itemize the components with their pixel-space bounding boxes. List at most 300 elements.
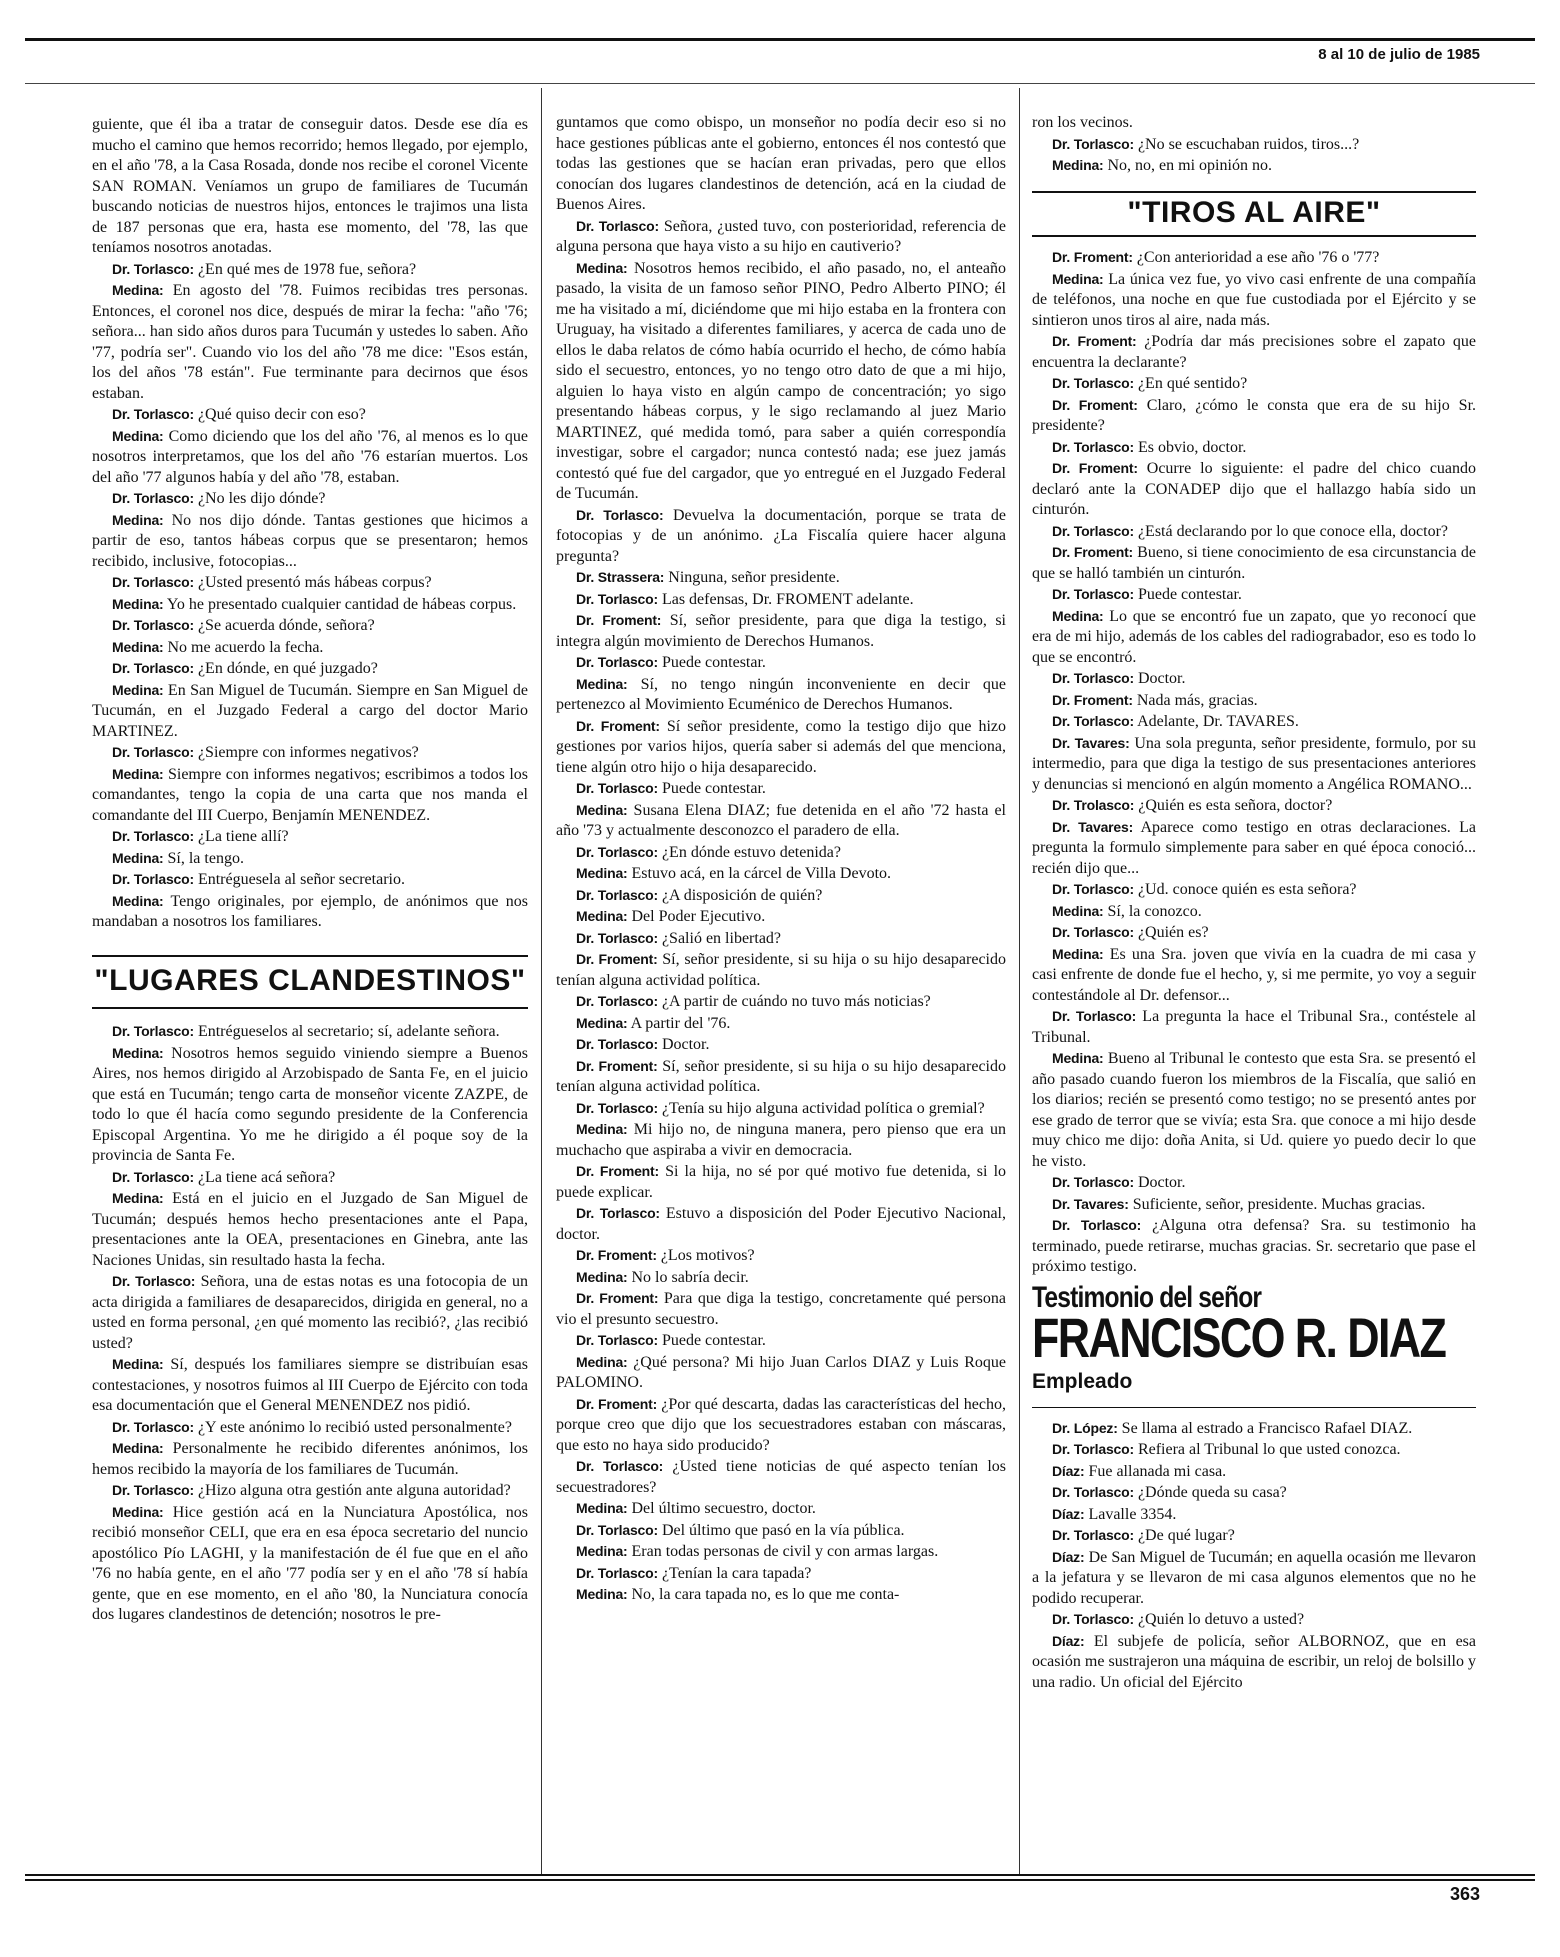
speech-text: Señora, ¿usted tuvo, con posterioridad, referencia de alguna persona que haya visto a su hijo en cautiverio? [556,217,1007,255]
transcript-paragraph [556,885,1006,907]
speech-text: ¿Quién es? [1137,924,1209,941]
speaker-label: Medina: [576,801,628,818]
speech-text: Siempre con informes negativos; escribimos a todos los comandantes, tengo la copia de una carta que nos manda el comandante del III Cuerpo, Benjamín MENENDEZ. [92,765,529,824]
speech-text: Doctor. [1137,1174,1186,1191]
speaker-label: Díaz: [1052,1548,1085,1565]
speaker-label: Dr. Froment: [576,1163,659,1179]
section-headline-tiros: "TIROS AL AIRE" [1127,195,1381,229]
transcript-paragraph [1032,690,1476,712]
speech-text: ron los vecinos. [1032,114,1133,131]
transcript-paragraph [92,658,528,680]
speech-text: Puede contestar. [661,1332,766,1349]
speaker-label: Dr. Torlasco: [1052,713,1134,729]
speaker-label: Dr. Torlasco: [112,1023,194,1039]
speaker-label: Medina: [1052,157,1104,173]
transcript-paragraph [556,1330,1006,1352]
transcript-paragraph [1032,733,1476,796]
transcript-paragraph [556,610,1006,652]
transcript-paragraph [1032,1631,1476,1694]
transcript-paragraph [92,742,528,764]
speech-text: En agosto del '78. Fuimos recibidas tres personas. Entonces, el coronel nos dice, después de mirar la fecha: "año '76; señora... han sido años duros para Tucumán y ustedes lo saben. Año '77, podría ser". Cuando vio los del año '78 me dice: "Esos están, los del años '78 están". Fue terminante para decirnos que ésos estaban. [92,282,529,402]
transcript-paragraph [1032,1547,1476,1610]
transcript-paragraph [92,510,528,573]
speaker-label: Dr. Torlasco: [576,886,658,903]
transcript-paragraph [1032,1461,1476,1483]
speaker-label: Dr. Tavares: [1052,818,1134,835]
speech-text: De San Miguel de Tucumán; en aquella ocasión me llevaron a la jefatura y se llevaron de mi casa algunos elementos que no he podido recuperar. [1032,1548,1476,1607]
speech-text: ¿Quién lo detuvo a usted? [1137,1611,1305,1628]
footer-rule [25,1879,1535,1881]
transcript-paragraph [1032,395,1476,437]
speech-text: Del Poder Ejecutivo. [631,908,766,925]
footer-rule [25,1874,1535,1876]
speech-text: Las defensas, Dr. FROMENT adelante. [661,590,914,608]
speaker-label: Dr. Torlasco: [1052,375,1134,391]
speaker-label: Dr. Torlasco: [576,1205,660,1221]
testimony-rule [1032,1407,1476,1408]
speech-text: ¿De qué lugar? [1137,1527,1235,1544]
speech-text: Doctor. [1137,670,1186,687]
speech-text: Se llama al estrado a Francisco Rafael DIAZ. [1121,1419,1413,1437]
transcript-paragraph [556,991,1006,1013]
transcript-paragraph [92,426,528,489]
speech-text: Eran todas personas de civil y con armas largas. [631,1543,939,1560]
speaker-label: Díaz: [1052,1632,1085,1649]
column-divider [1019,88,1020,1876]
speech-text: ¿En qué sentido? [1137,375,1248,392]
transcript-paragraph [92,1043,528,1167]
transcript-paragraph [1032,1504,1476,1526]
speech-text: Sí, la conozco. [1107,902,1202,920]
speech-text: Es obvio, doctor. [1137,438,1247,456]
speaker-label: Dr. Torlasco: [1052,522,1134,539]
transcript-paragraph [92,572,528,594]
speaker-label: Dr. Torlasco: [1052,1008,1137,1024]
speech-text: Bueno, si tiene conocimiento de esa circunstancia de que se halló también un cinturón. [1032,544,1477,582]
testimony-name: FRANCISCO R. DIAZ [1032,1306,1446,1369]
transcript-paragraph [92,826,528,848]
transcript-paragraph [1032,155,1476,177]
transcript-paragraph [556,674,1006,716]
speaker-label: Medina: [112,765,164,782]
speech-text: ¿Usted presentó más hábeas corpus? [197,574,432,591]
speaker-label: Dr. Torlasco: [1052,1441,1134,1457]
speaker-label: Medina: [576,1121,628,1137]
speaker-label: Dr. Torlasco: [1052,670,1134,686]
speech-text: Del último secuestro, doctor. [631,1500,816,1517]
speech-text: Sí, señor presidente, para que diga la testigo, si integra algún movimiento de Derechos Humanos. [556,612,1007,650]
speech-text: Estuvo a disposición del Poder Ejecutivo Nacional, doctor. [556,1205,1007,1243]
transcript-paragraph [1032,373,1476,395]
transcript-paragraph [1032,1609,1476,1631]
speaker-label: Medina: [112,511,164,528]
transcript-paragraph [556,652,1006,674]
speaker-label: Dr. Torlasco: [112,828,194,844]
transcript-paragraph [556,1584,1006,1606]
speech-text: Devuelva la documentación, porque se trata de fotocopias y de un anónimo. ¿La Fiscalía quiere hacer alguna pregunta? [556,506,1007,565]
transcript-paragraph [556,258,1006,505]
testimony-heading: Testimonio del señor [1032,1280,1262,1314]
transcript-paragraph [92,259,528,281]
speaker-label: Medina: [1052,902,1104,919]
speech-text: ¿Con anterioridad a ese año '76 o '77? [1136,249,1380,266]
speaker-label: Dr. Torlasco: [1052,924,1134,940]
transcript-paragraph [1032,668,1476,690]
speaker-label: Medina: [1052,270,1104,287]
transcript-paragraph [92,1167,528,1189]
col3-middle-text [1032,247,1476,1278]
transcript-paragraph [92,1480,528,1502]
headline-rule-top [1032,191,1476,193]
transcript-paragraph [556,589,1006,611]
speech-text: Está en el juicio en el Juzgado de San Miguel de Tucumán; después hemos hecho presentaciones ante el Papa, presentaciones ante la OEA, presentaciones en Ginebra, ante las Naciones Unidas, sin resultado hasta la fecha. [92,1190,528,1269]
transcript-paragraph [92,1417,528,1439]
speaker-label: Dr. Torlasco: [576,217,659,234]
speech-text: Aparece como testigo en otras declaraciones. La pregunta la formulo simplemente para saber en qué época conoció... recién dijo que... [1032,818,1476,877]
speaker-label: Medina: [112,1440,164,1456]
issue-date: 8 al 10 de julio de 1985 [1318,46,1480,63]
transcript-paragraph [556,1161,1006,1203]
speaker-label: Medina: [112,1356,164,1372]
speech-text: ¿Salió en libertad? [661,929,782,947]
speaker-label: Dr. Strassera: [576,569,665,585]
speaker-label: Dr. Torlasco: [1052,881,1134,897]
speaker-label: Dr. Torlasco: [1052,1217,1142,1233]
speech-text: Lo que se encontró fue un zapato, que yo reconocí que era de mi hijo, además de los cables del radiograbador, eso es todo lo que se encontró. [1032,607,1477,666]
speech-text: Sí, la tengo. [167,849,244,867]
transcript-paragraph [92,680,528,743]
transcript-paragraph [92,1502,528,1626]
speech-text: Refiera al Tribunal lo que usted conozca. [1137,1441,1401,1458]
speaker-label: Dr. Torlasco: [576,590,658,607]
transcript-paragraph [92,1021,528,1043]
speaker-label: Medina: [112,1044,164,1061]
speech-text: No, no, en mi opinión no. [1107,157,1272,174]
speaker-label: Dr. Froment: [1052,333,1137,349]
speech-text: Claro, ¿cómo le consta que era de su hijo Sr. presidente? [1032,396,1477,434]
speaker-label: Dr. Froment: [576,1290,659,1306]
speech-text: ¿Está declarando por lo que conoce ella, doctor? [1137,522,1449,540]
speaker-label: Dr. Torlasco: [112,490,194,506]
speaker-label: Medina: [576,259,628,276]
speech-text: Yo he presentado cualquier cantidad de hábeas corpus. [166,595,517,613]
speech-text: ¿En dónde, en qué juzgado? [197,660,378,677]
speaker-label: Dr. Torlasco: [112,1168,194,1185]
transcript-paragraph [1032,247,1476,269]
transcript-paragraph [556,567,1006,589]
speaker-label: Dr. Torlasco: [576,1458,664,1474]
transcript-paragraph [1032,1194,1476,1216]
speech-text: El subjefe de policía, señor ALBORNOZ, que en esa ocasión me sustrajeron una máquina de escribir, un reloj de bolsillo y una radio. Un oficial del Ejército [1032,1632,1477,1691]
speaker-label: Dr. Torlasco: [576,843,658,860]
speaker-label: Medina: [112,638,164,655]
transcript-paragraph [556,800,1006,842]
speech-text: No, la cara tapada no, es lo que me conta- [631,1586,900,1603]
transcript-paragraph [1032,1482,1476,1504]
speech-text: Del último que pasó en la vía pública. [661,1521,905,1539]
speech-text: Sí, señor presidente, si su hija o su hijo desaparecido tenían alguna actividad política. [556,951,1006,989]
transcript-paragraph [556,1394,1006,1457]
transcript-paragraph [1032,606,1476,669]
header-rule-thin [25,83,1535,84]
speech-text: Sí, no tengo ningún inconveniente en decir que pertenezco al Movimiento Ecuménico de Derechos Humanos. [556,675,1006,713]
transcript-paragraph [556,1034,1006,1056]
speaker-label: Dr. Tavares: [1052,734,1130,751]
headline-rule-top [92,955,528,957]
transcript-paragraph [1032,542,1476,584]
speaker-label: Díaz: [1052,1462,1085,1479]
transcript-paragraph [1032,817,1476,880]
speech-text: Entrégueselos al secretario; sí, adelante señora. [197,1023,500,1040]
speaker-label: Dr. Froment: [576,612,662,628]
speech-text: guiente, que él iba a tratar de conseguir datos. Desde ese día es mucho el camino que hemos recorrido; hemos llegado, por ejemplo, en el año '78, a la Casa Rosada, donde nos recibe el coronel Vicente SAN ROMAN. Veníamos un grupo de familiares de Tucumán buscando noticias de nuestros hijos, entonces le trajimos una lista de 187 personas que era, hasta ese momento, del '78, las que teníamos nosotros anotadas. [92,116,528,256]
speaker-label: Dr. Torlasco: [576,1036,658,1052]
transcript-paragraph [92,891,528,933]
transcript-paragraph [1032,521,1476,543]
speech-text: No nos dijo dónde. Tantas gestiones que hicimos a partir de eso, tantos hábeas corpus que se presentaron; hemos recibido, inclusive, fotocopias... [92,511,528,570]
speech-text: Mi hijo no, de ninguna manera, pero pienso que era un muchacho que aspiraba a vivir en democracia. [556,1121,1007,1159]
transcript-paragraph [556,1352,1006,1394]
transcript-paragraph [556,842,1006,864]
col1-top-text [92,115,528,933]
transcript-paragraph [1032,1048,1476,1172]
speech-text: Nosotros hemos seguido viniendo siempre a Buenos Aires, nos hemos dirigido al Arzobispado de Santa Fe, en el juicio que está en Tucumán; tengo carta de monseñor vicente ZAZPE, de todo lo que él hacía como segundo presidente de la Conferencia Episcopal Argentina. Yo me he dirigido a él poque soy de la provincia de Santa Fe. [92,1044,529,1164]
transcript-paragraph [92,764,528,827]
section-headline-lugares: "LUGARES CLANDESTINOS" [94,963,526,997]
speaker-label: Dr. Torlasco: [576,1564,658,1581]
speaker-label: Medina: [576,675,628,692]
speech-text: Tengo originales, por ejemplo, de anónimos que nos mandaban a nosotros los familiares. [92,892,528,930]
speech-text: Hice gestión acá en la Nunciatura Apostólica, nos recibió monseñor CELI, que era en esa época secretario del nuncio apostólico Pío LAGHI, y la manifestación de él fue que en el año '76 no había gente, en el año '77 podía ser y en el año '78 sí había gente, que en ese momento, en el año '80, la Nunciatura conocía dos lugares clandestinos de detención; nosotros le pre- [92,1503,528,1623]
transcript-paragraph [92,615,528,637]
column-2 [556,113,1006,1606]
speech-text: Si la hija, no sé por qué motivo fue detenida, si lo puede explicar. [556,1163,1007,1201]
speaker-label: Dr. Froment: [1052,544,1133,560]
speaker-label: Dr. Torlasco: [576,1332,658,1348]
speech-text: ¿A partir de cuándo no tuvo más noticias? [661,993,931,1010]
speaker-label: Dr. Torlasco: [576,1099,658,1116]
transcript-paragraph [92,115,528,259]
speech-text: Sí señor presidente, como la testigo dijo que hizo gestiones por varios hijos, quería saber si además del que menciona, tiene algún otro hijo o hija desaparecido. [556,717,1007,776]
speaker-label: Dr. Froment: [1052,396,1138,413]
transcript-paragraph [1032,1172,1476,1194]
speaker-label: Medina: [576,1543,628,1559]
speaker-label: Dr. Torlasco: [1052,1484,1134,1500]
speech-text: ¿Los motivos? [660,1247,755,1264]
speaker-label: Medina: [112,1503,164,1520]
transcript-paragraph [556,928,1006,950]
speech-text: Puede contestar. [661,654,766,671]
speaker-label: Dr. Trolasco: [1052,797,1135,813]
transcript-paragraph [1032,134,1476,156]
transcript-paragraph [556,1498,1006,1520]
speaker-label: Medina: [576,865,628,881]
speech-text: A partir del '76. [630,1014,731,1032]
transcript-paragraph [1032,1525,1476,1547]
speaker-label: Medina: [112,1190,164,1206]
speaker-label: Dr. Torlasco: [576,1521,658,1538]
speech-text: ¿Quién es esta señora, doctor? [1138,797,1333,814]
transcript-paragraph [556,778,1006,800]
speech-text: Para que diga la testigo, concretamente qué persona vio el presunto secuestro. [556,1290,1007,1328]
speaker-label: Dr. Torlasco: [112,1418,194,1435]
transcript-paragraph [1032,795,1476,817]
speaker-label: Dr. Torlasco: [112,574,194,590]
transcript-paragraph [92,637,528,659]
speaker-label: Dr. Froment: [576,717,660,734]
speech-text: ¿No les dijo dónde? [197,490,326,507]
speech-text: Suficiente, señor, presidente. Muchas gracias. [1132,1195,1426,1213]
speaker-label: Dr. Torlasco: [1052,586,1134,602]
speech-text: Sí, señor presidente, si su hija o su hijo desaparecido tenían alguna actividad política. [556,1057,1006,1095]
transcript-paragraph [1032,584,1476,606]
testimony-role: Empleado [1032,1370,1133,1393]
speech-text: ¿Alguna otra defensa? Sra. su testimonio ha terminado, puede retirarse, muchas gracias. Sr. secretario que pase el próximo testigo. [1032,1217,1477,1275]
transcript-paragraph [556,1098,1006,1120]
speaker-label: Medina: [112,892,164,909]
speaker-label: Medina: [576,1268,628,1285]
speech-text: La pregunta la hace el Tribunal Sra., contéstele al Tribunal. [1032,1008,1476,1046]
transcript-paragraph [92,488,528,510]
col3-top-text [1032,113,1476,177]
transcript-paragraph [1032,944,1476,1007]
speech-text: La única vez fue, yo vivo casi enfrente de una compañía de teléfonos, una noche en que fue custodiada por el Ejército y se sintieron unos tiros al aire, nada más. [1032,270,1477,329]
transcript-paragraph [1032,711,1476,733]
speech-text: Ninguna, señor presidente. [668,569,840,586]
speech-text: ¿A disposición de quién? [661,886,823,904]
speaker-label: Dr. Tavares: [1052,1195,1129,1212]
speaker-label: Dr. Froment: [576,1057,658,1074]
speaker-label: Medina: [112,282,164,298]
speaker-label: Medina: [1052,945,1104,962]
speech-text: ¿Qué persona? Mi hijo Juan Carlos DIAZ y Luis Roque PALOMINO. [556,1353,1007,1391]
speaker-label: Dr. Torlasco: [1052,438,1134,455]
speaker-label: Dr. Torlasco: [112,260,194,277]
col1-bottom-text [92,1021,528,1626]
transcript-paragraph [92,1271,528,1354]
transcript-paragraph [556,863,1006,885]
transcript-paragraph [1032,879,1476,901]
speaker-label: Medina: [576,1014,628,1031]
speaker-label: Dr. López: [1052,1419,1118,1436]
transcript-paragraph [556,1541,1006,1563]
speech-text: ¿Hizo alguna otra gestión ante alguna autoridad? [197,1482,511,1499]
speaker-label: Medina: [112,681,164,698]
speech-text: ¿Ud. conoce quién es esta señora? [1137,881,1357,898]
transcript-paragraph [92,594,528,616]
headline-rule-bottom [1032,235,1476,237]
speech-text: En San Miguel de Tucumán. Siempre en San Miguel de Tucumán, en el Juzgado Federal a cargo del doctor Mario MARTINEZ. [92,681,529,740]
speaker-label: Díaz: [1052,1505,1085,1522]
col3-bottom-text [1032,1418,1476,1694]
transcript-paragraph [556,216,1006,258]
speech-text: ¿Se acuerda dónde, señora? [197,617,375,634]
speaker-label: Medina: [112,595,164,612]
transcript-paragraph [556,113,1006,216]
speaker-label: Medina: [576,1500,628,1516]
speech-text: Una sola pregunta, señor presidente, formulo, por su intermedio, para que diga la testigo de sus presentaciones anteriores y denuncias si mencionó en algún momento a Angélica ROMANO... [1032,734,1477,793]
speaker-label: Dr. Torlasco: [112,744,194,760]
speaker-label: Medina: [576,908,628,924]
transcript-paragraph [556,1288,1006,1330]
transcript-paragraph [1032,1215,1476,1278]
speech-text: Lavalle 3354. [1088,1505,1177,1523]
speech-text: Bueno al Tribunal le contesto que esta Sra. se presentó el año pasado cuando fueron los miembros de la Fiscalía, que salió en los diarios; recién se presentó como testigo; no se presentó antes por ese grado de terror que se vivía; esta Sra. que conoce a mi hijo desde muy chico me dijo: doña Anita, si Ud. quiere yo puedo decir lo que he visto. [1032,1050,1477,1170]
speaker-label: Dr. Torlasco: [576,929,658,946]
col2-text [556,113,1006,1606]
speech-text: ¿Podría dar más precisiones sobre el zapato que encuentra la declarante? [1032,333,1477,371]
speech-text: Ocurre lo siguiente: el padre del chico cuando declaró ante la CONADEP dijo que el hallazgo había sido un cinturón. [1032,460,1477,518]
speech-text: ¿La tiene allí? [197,828,289,845]
speech-text: ¿La tiene acá señora? [197,1168,336,1186]
speech-text: Entréguesela al señor secretario. [197,871,405,888]
speech-text: No me acuerdo la fecha. [167,638,324,656]
speech-text: Puede contestar. [1137,586,1242,603]
transcript-paragraph [556,1119,1006,1161]
speech-text: ¿Usted tiene noticias de qué aspecto tenían los secuestradores? [556,1458,1007,1496]
column-divider [541,88,542,1876]
transcript-paragraph [556,949,1006,991]
speech-text: ¿Tenía su hijo alguna actividad política o gremial? [661,1099,985,1117]
speaker-label: Dr. Torlasco: [112,871,194,887]
speaker-label: Medina: [1052,1050,1104,1066]
transcript-paragraph [556,1203,1006,1245]
speaker-label: Medina: [576,1586,628,1602]
speech-text: guntamos que como obispo, un monseñor no podía decir eso si no hace gestiones públicas ante el gobierno, entonces él nos contestó que todas las gestiones que se hacían eran privadas, pero que ellos conocían dos lugares clandestinos de detención, acá en la ciudad de Buenos Aires. [556,114,1006,213]
transcript-paragraph [1032,1006,1476,1048]
speaker-label: Dr. Torlasco: [576,780,658,796]
speaker-label: Dr. Torlasco: [112,1482,194,1498]
speech-text: Sí, después los familiares siempre se distribuían esas contestaciones, y nosotros fuimos al III Cuerpo de Ejército con toda esa documentación que el General MENENDEZ nos pidió. [92,1356,529,1414]
speech-text: ¿Y este anónimo lo recibió usted personalmente? [197,1418,512,1436]
transcript-paragraph [1032,437,1476,459]
transcript-paragraph [1032,1418,1476,1440]
speaker-label: Medina: [112,849,164,866]
speech-text: Nosotros hemos recibido, el año pasado, no, el anteaño pasado, la visita de un famoso señor PINO, Pedro Alberto PINO; él me ha visitado a mí, diciéndome que mi hijo estaba en la frontera con Uruguay, ha visitado a diferentes familiares, y acerca de cada uno de ellos le daba relatos de cómo había ocurrido el hecho, de cómo había sido el secuestro, entonces, yo no tengo otro dato de que a mi hijo, alguien lo haya visto en algún campo de concentración; yo sigo presentando hábeas corpus, y le sigo reclamando al juez Mario MARTINEZ, qué medida tomó, para saber a quién correspondía investigar, sobre el cargador; nunca contestó nada; ese juez jamás contestó qué fue del cargador, que yo entregué en el Juzgado Federal de Tucumán. [556,259,1007,502]
speech-text: ¿Dónde queda su casa? [1137,1484,1287,1501]
transcript-paragraph [556,1245,1006,1267]
transcript-paragraph [92,1438,528,1480]
speaker-label: Dr. Torlasco: [1052,1527,1134,1543]
transcript-paragraph [92,1354,528,1417]
speaker-label: Dr. Torlasco: [576,993,658,1009]
transcript-paragraph [1032,269,1476,332]
speaker-label: Dr. Froment: [1052,460,1138,476]
transcript-paragraph [1032,331,1476,373]
speech-text: Como diciendo que los del año '76, al menos es lo que nosotros interpretamos, que los del año '76 estarían muertos. Los del año '77 algunos había y del año '78, estaban. [92,427,529,486]
transcript-paragraph [92,280,528,404]
transcript-paragraph [556,1267,1006,1289]
speaker-label: Dr. Torlasco: [112,406,194,422]
speech-text: ¿Siempre con informes negativos? [197,744,419,761]
transcript-paragraph [1032,922,1476,944]
speech-text: ¿Tenían la cara tapada? [661,1564,812,1582]
speech-text: ¿No se escuchaban ruidos, tiros...? [1137,135,1360,153]
transcript-paragraph [92,1188,528,1271]
transcript-paragraph [556,1520,1006,1542]
speech-text: Nada más, gracias. [1136,691,1258,709]
speaker-label: Dr. Torlasco: [576,506,664,523]
transcript-paragraph [556,1563,1006,1585]
transcript-paragraph [1032,113,1476,134]
speaker-label: Dr. Froment: [1052,691,1133,708]
speech-text: Puede contestar. [661,780,766,797]
speech-text: Estuvo acá, en la cárcel de Villa Devoto. [631,865,892,882]
page-number: 363 [1449,1884,1480,1904]
speech-text: ¿Qué quiso decir con eso? [197,406,366,423]
speech-text: Personalmente he recibido diferentes anónimos, los hemos recibido la mayoría de los familiares de Tucumán. [92,1440,529,1478]
column-3 [1032,113,1476,1693]
